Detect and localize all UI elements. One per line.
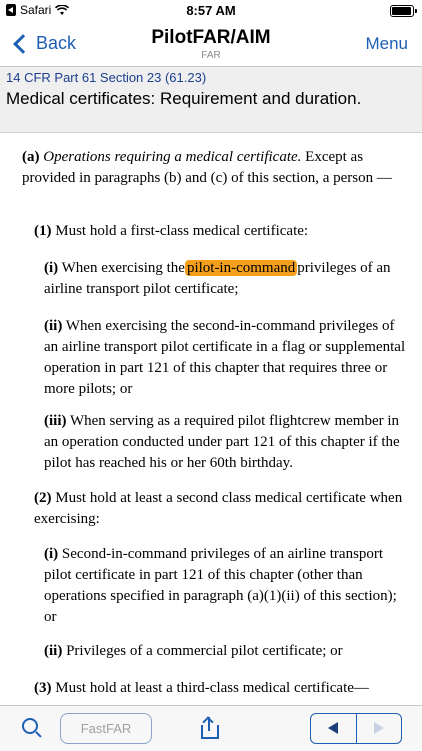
paragraph-text: When serving as a required pilot flightcrew member in an operation conducted under part 121 of this chapter if the pilot has reached his or her 60th birthday. [44, 413, 400, 471]
paragraph-a1i [44, 258, 406, 300]
paragraph-a2 [34, 488, 404, 530]
battery-icon [390, 5, 414, 17]
page-navigation [310, 713, 402, 744]
section-reference: 14 CFR Part 61 Section 23 (61.23) [6, 70, 207, 85]
fastfar-search-field[interactable]: FastFAR [60, 713, 152, 744]
bottom-toolbar [0, 705, 422, 751]
next-section-button[interactable] [357, 714, 401, 743]
previous-section-button[interactable] [311, 714, 357, 743]
paragraph-number: (2) [34, 490, 52, 506]
paragraph-a [22, 147, 402, 189]
back-label: Back [36, 33, 77, 53]
paragraph-number: (a) [22, 149, 40, 165]
paragraph-text: Must hold a first-class medical certificate: [51, 223, 309, 239]
paragraph-text: When exercising the second-in-command privileges of an airline transport pilot certificate in a flag or supplemental operation in part 121 of this chapter that requires three or more pilots; or [44, 318, 406, 397]
paragraph-text: Must hold at least a third-class medical certificate— [51, 680, 369, 696]
paragraph-text: Except as provided in paragraphs (b) and (c) of this section, a person — [22, 149, 392, 186]
paragraph-number: (iii) [44, 413, 67, 429]
paragraph-number: (i) [44, 260, 59, 276]
paragraph-text: When exercising the [58, 260, 185, 276]
paragraph-text: privileges of an airline transport pilot certificate; [44, 260, 391, 297]
search-highlight[interactable]: pilot-in-command [186, 260, 296, 276]
navigation-bar [0, 22, 422, 67]
paragraph-number: (ii) [44, 643, 63, 659]
search-icon[interactable] [22, 718, 38, 734]
paragraph-a1ii [44, 316, 406, 400]
paragraph-number: (1) [34, 223, 52, 239]
paragraph-text: Privileges of a commercial pilot certificate; or [62, 643, 343, 659]
paragraph-a3 [34, 678, 404, 699]
paragraph-text: Must hold at least a second class medical certificate when exercising: [34, 490, 403, 527]
nav-subtitle: FAR [201, 50, 221, 61]
paragraph-a1 [34, 221, 404, 242]
section-heading: Medical certificates: Requirement and duration. [6, 89, 362, 108]
carrier-label: Safari [20, 3, 52, 17]
share-box [201, 725, 219, 739]
menu-button[interactable]: Menu [365, 34, 408, 53]
status-bar [0, 0, 422, 22]
section-header [0, 67, 422, 133]
share-icon[interactable] [201, 717, 217, 739]
paragraph-a2ii [44, 641, 406, 662]
paragraph-number: (i) [44, 546, 59, 562]
nav-title: PilotFAR/AIM [151, 27, 271, 48]
paragraph-number: (ii) [44, 318, 63, 334]
status-time: 8:57 AM [186, 3, 236, 18]
paragraph-a1iii [44, 411, 406, 474]
regulation-text[interactable] [0, 135, 422, 705]
paragraph-a2i [44, 544, 406, 628]
paragraph-text: Second-in-command privileges of an airline transport pilot certificate in part 121 of this chapter (other than operations specified in paragraph (a)(1)(ii) of this section); or [44, 546, 397, 625]
paragraph-number: (3) [34, 680, 52, 696]
paragraph-title: Operations requiring a medical certificate. [43, 149, 302, 165]
